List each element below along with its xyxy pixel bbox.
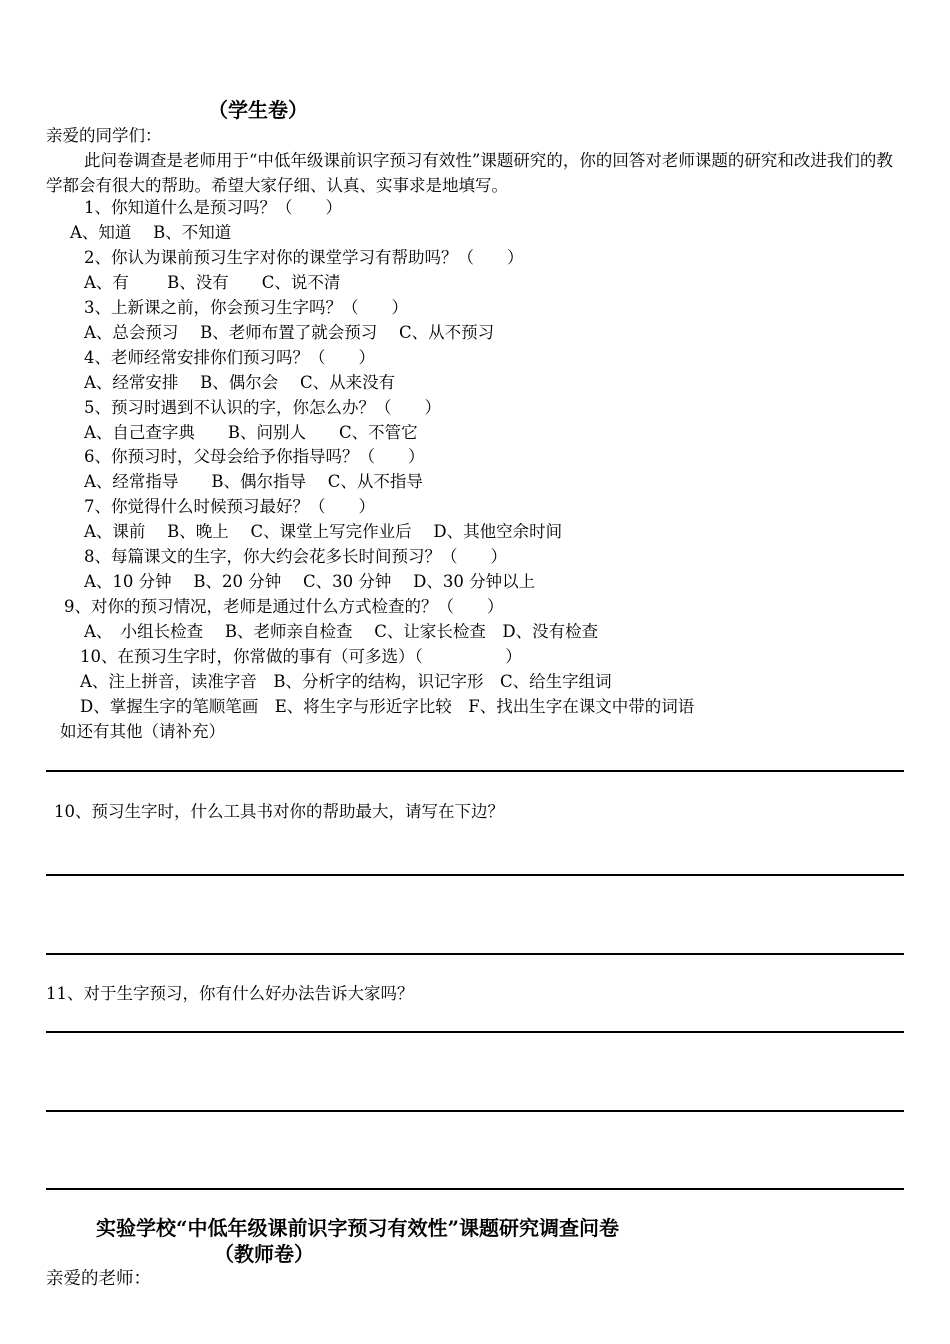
answer-line [46, 770, 904, 772]
answer-10-other: 如还有其他（请补充） [60, 722, 225, 741]
answer-10-line-2: D、掌握生字的笔顺笔画 E、将生字与形近字比较 F、找出生字在课文中带的词语 [80, 697, 695, 716]
answer-line [46, 953, 904, 955]
answer-3: A、总会预习 B、老师布置了就会预习 C、从不预习 [84, 323, 495, 342]
answer-6: A、经常指导 B、偶尔指导 C、从不指导 [84, 472, 423, 491]
question-9: 9、对你的预习情况，老师是通过什么方式检查的？（ ） [64, 597, 504, 616]
answer-1: A、知道 B、不知道 [70, 223, 232, 242]
answer-10-line-1: A、注上拼音，读准字音 B、分析字的结构，识记字形 C、给生字组词 [80, 672, 612, 691]
answer-line [46, 1110, 904, 1112]
answer-5: A、自己查字典 B、问别人 C、不管它 [84, 423, 418, 442]
open-question-methods: 11、对于生字预习，你有什么好办法告诉大家吗？ [46, 984, 414, 1003]
answer-line [46, 874, 904, 876]
question-7: 7、你觉得什么时候预习最好？（ ） [84, 497, 375, 516]
answer-8: A、10 分钟 B、20 分钟 C、30 分钟 D、30 分钟以上 [84, 572, 536, 591]
question-2: 2、你认为课前预习生字对你的课堂学习有帮助吗？（ ） [84, 248, 524, 267]
teacher-greeting: 亲爱的老师： [46, 1269, 151, 1289]
answer-4: A、经常安排 B、偶尔会 C、从来没有 [84, 373, 396, 392]
teacher-title: 实验学校“中低年级课前识字预习有效性”课题研究调查问卷 [96, 1216, 620, 1240]
answer-2: A、有 B、没有 C、说不清 [84, 273, 341, 292]
question-5: 5、预习时遇到不认识的字，你怎么办？（ ） [84, 398, 441, 417]
question-10: 10、在预习生字时，你常做的事有（可多选）（ ） [80, 647, 522, 666]
question-1: 1、你知道什么是预习吗？（ ） [84, 198, 342, 217]
open-question-tools: 10、预习生字时，什么工具书对你的帮助最大，请写在下边？ [54, 802, 504, 821]
answer-7: A、课前 B、晚上 C、课堂上写完作业后 D、其他空余时间 [84, 522, 563, 541]
question-3: 3、上新课之前，你会预习生字吗？（ ） [84, 298, 408, 317]
student-intro: 此问卷调查是老师用于“中低年级课前识字预习有效性”课题研究的，你的回答对老师课题的研究和改进我们的教学都会有很大的帮助。希望大家仔细、认真、实事求是地填写。 [46, 151, 893, 195]
teacher-subtitle: （教师卷） [214, 1242, 314, 1266]
answer-9: A、 小组长检查 B、老师亲自检查 C、让家长检查 D、没有检查 [84, 622, 599, 641]
question-6: 6、你预习时，父母会给予你指导吗？（ ） [84, 447, 425, 466]
student-greeting: 亲爱的同学们： [46, 126, 162, 145]
student-subtitle: （学生卷） [208, 98, 308, 122]
answer-line [46, 1031, 904, 1033]
question-8: 8、每篇课文的生字，你大约会花多长时间预习？（ ） [84, 547, 507, 566]
question-4: 4、老师经常安排你们预习吗？（ ） [84, 348, 375, 367]
answer-line [46, 1188, 904, 1190]
